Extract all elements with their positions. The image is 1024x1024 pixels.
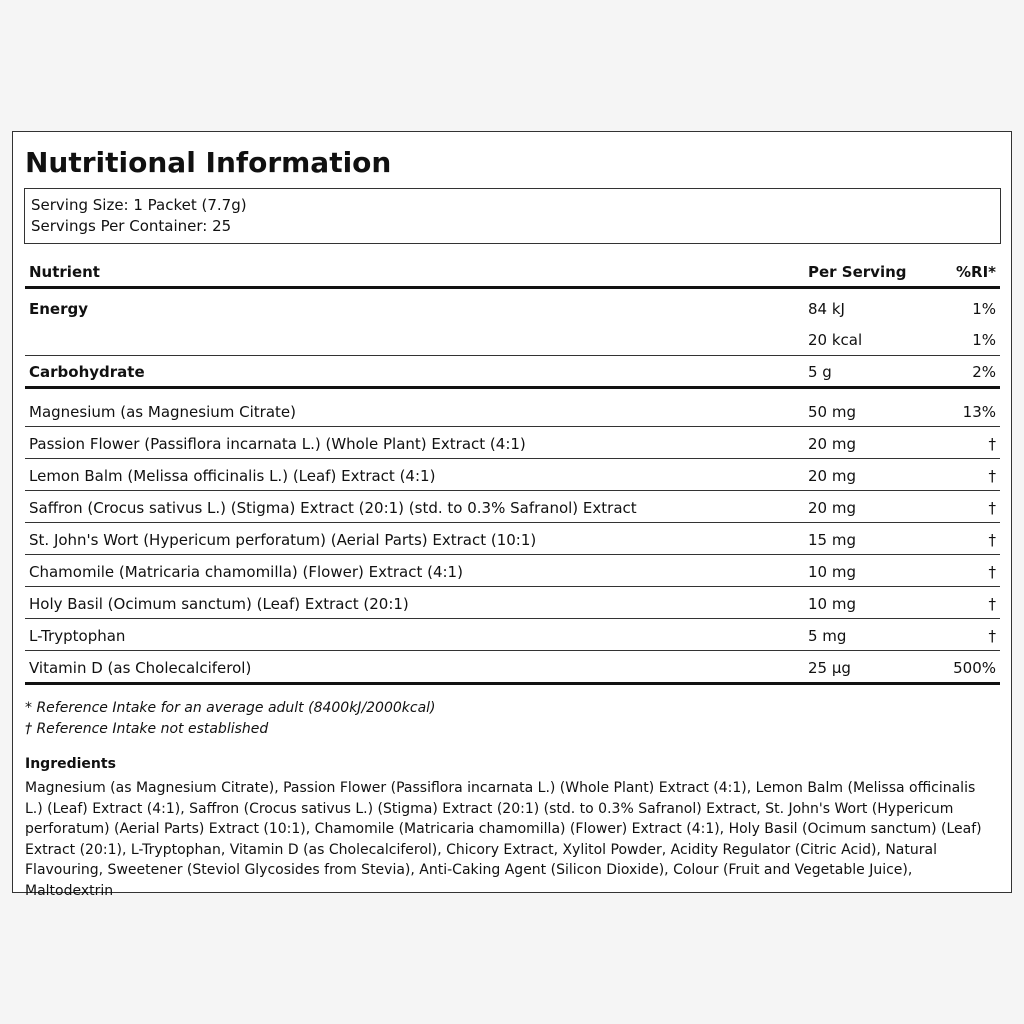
energy-label: Energy — [29, 300, 89, 318]
nutrient-ri: † — [988, 563, 996, 581]
nutrient-name: Chamomile (Matricaria chamomilla) (Flower) Extract (4:1) — [29, 563, 463, 581]
table-row — [25, 619, 1000, 651]
nutrient-ri: † — [988, 435, 996, 453]
nutrient-name: Saffron (Crocus sativus L.) (Stigma) Extract (20:1) (std. to 0.3% Safranol) Extract — [29, 499, 637, 517]
nutrient-name: St. John's Wort (Hypericum perforatum) (Aerial Parts) Extract (10:1) — [29, 531, 537, 549]
carbohydrate-ri: 2% — [972, 363, 996, 381]
energy-kj-ri: 1% — [972, 300, 996, 318]
nutrient-name: Passion Flower (Passiflora incarnata L.) (Whole Plant) Extract (4:1) — [29, 435, 526, 453]
nutrient-ri: † — [988, 627, 996, 645]
nutrient-amount: 10 mg — [808, 595, 856, 613]
table-row — [25, 587, 1000, 619]
nutrient-ri: 13% — [962, 403, 996, 421]
nutrient-amount: 50 mg — [808, 403, 856, 421]
carbohydrate-amount: 5 g — [808, 363, 832, 381]
table-row — [25, 651, 1000, 685]
nutrient-name: Vitamin D (as Cholecalciferol) — [29, 659, 252, 677]
nutrient-amount: 5 mg — [808, 627, 847, 645]
ingredients-text: Magnesium (as Magnesium Citrate), Passion Flower (Passiflora incarnata L.) (Whole Plant) Extract (4:1), Lemon Balm (Melissa officinalis L.) (Leaf) Extract (4:1), Saffron (Crocus sativus L.) (Stigma) Extract (20:1) (std. to 0.3% Safranol) Extract, St. John's Wort (Hypericum perforatum) (Aerial Parts) Extract (10:1), Chamomile (Matricaria chamomilla) (Flower) Extract (4:1), Holy Basil (Ocimum sanctum) (Leaf) Extract (20:1), L-Tryptophan, Vitamin D (as Cholecalciferol), Chicory Extract, Xylitol Powder, Acidity Regulator (Citric Acid), Natural Flavouring, Sweetener (Steviol Glycosides from Stevia), Anti-Caking Agent (Silicon Dioxide), Colour (Fruit and Vegetable Juice), Maltodextrin — [25, 780, 982, 899]
footnote-not-established: † Reference Intake not established — [25, 721, 269, 737]
ingredients-title: Ingredients — [25, 756, 116, 772]
carbohydrate-label: Carbohydrate — [29, 363, 145, 381]
serving-info-box — [24, 188, 1001, 244]
nutrient-amount: 10 mg — [808, 563, 856, 581]
table-row — [25, 491, 1000, 523]
energy-row — [25, 289, 1000, 356]
serving-size: Serving Size: 1 Packet (7.7g) — [31, 196, 247, 214]
nutrient-amount: 15 mg — [808, 531, 856, 549]
nutrient-name: Holy Basil (Ocimum sanctum) (Leaf) Extract (20:1) — [29, 595, 409, 613]
nutrient-amount: 20 mg — [808, 467, 856, 485]
table-row — [25, 459, 1000, 491]
nutrient-ri: † — [988, 499, 996, 517]
table-row — [25, 523, 1000, 555]
energy-kj: 84 kJ — [808, 300, 845, 318]
nutrient-ri: † — [988, 595, 996, 613]
page-title: Nutritional Information — [25, 146, 392, 179]
nutrient-name: Magnesium (as Magnesium Citrate) — [29, 403, 296, 421]
nutrient-amount: 25 µg — [808, 659, 851, 677]
table-row — [25, 427, 1000, 459]
nutrient-amount: 20 mg — [808, 499, 856, 517]
nutrient-ri: † — [988, 531, 996, 549]
footnote-reference-intake: * Reference Intake for an average adult (8400kJ/2000kcal) — [25, 700, 436, 716]
table-header — [25, 258, 1000, 289]
nutrient-ri: 500% — [953, 659, 996, 677]
carbohydrate-row — [25, 356, 1000, 389]
nutrient-name: L-Tryptophan — [29, 627, 126, 645]
energy-kcal-ri: 1% — [972, 331, 996, 349]
table-row — [25, 555, 1000, 587]
nutrient-name: Lemon Balm (Melissa officinalis L.) (Leaf) Extract (4:1) — [29, 467, 436, 485]
table-row — [25, 389, 1000, 427]
nutrient-ri: † — [988, 467, 996, 485]
nutrient-amount: 20 mg — [808, 435, 856, 453]
header-ri: %RI* — [955, 263, 996, 281]
nutrition-panel — [12, 131, 1012, 899]
header-per-serving: Per Serving — [808, 263, 907, 281]
header-nutrient: Nutrient — [29, 263, 100, 281]
servings-per-container: Servings Per Container: 25 — [31, 217, 232, 235]
energy-kcal: 20 kcal — [808, 331, 863, 349]
